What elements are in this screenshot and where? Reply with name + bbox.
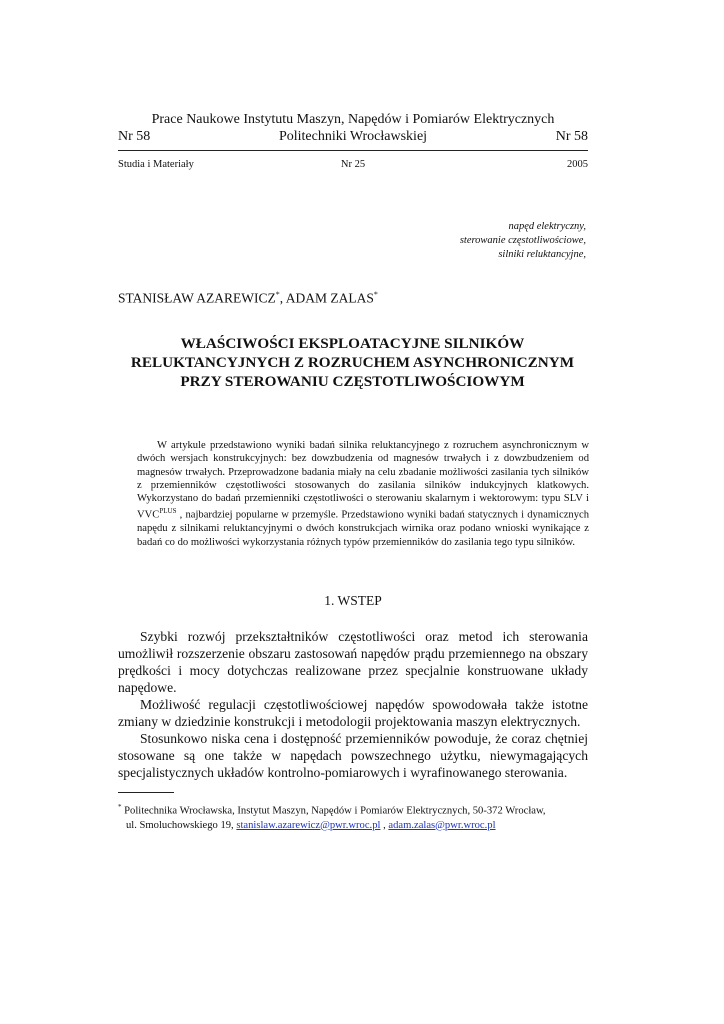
section-heading: 1. WSTEP xyxy=(324,593,382,608)
email-link[interactable]: adam.zalas@pwr.wroc.pl xyxy=(388,819,496,831)
paper-title xyxy=(100,334,605,391)
footnote-line xyxy=(118,800,588,819)
paragraph: Możliwość regulacji częstotliwościowej napędów spowodowała także istotne zmiany w dziedzinie konstrukcji i metodologii projektowania maszyn elektrycznych. xyxy=(118,697,588,729)
abstract-text: W artykule przedstawiono wyniki badań silnika reluktancyjnego z rozruchem asynchronicznym w dwóch wersjach konstrukcyjnych: bez dowzbudzenia od magnesów trwałych i z dowzbudzeniem od magnesów trwałych. Przeprowadzone badania miały na celu zbadanie możliwości zasilania tych silników z przemienników częstotliwości stosowanych do zasilania silników indukcyjnych klatkowych. Wykorzystano do badań przemienniki częstotliwości o sterowaniu skalarnym i wektorowym: typu SLV i VVC xyxy=(137,440,589,522)
keyword: silniki reluktancyjne, xyxy=(498,249,586,260)
affiliation: Politechnika Wrocławska, Instytut Maszyn, Napędów i Pomiarów Elektrycznych, 50-372 Wrocław, xyxy=(121,805,546,817)
abstract xyxy=(137,439,589,549)
right-issue-number: Nr 58 xyxy=(555,129,588,144)
address: ul. Smoluchowskiego 19, xyxy=(126,819,237,831)
footnote-line xyxy=(118,819,588,833)
footnote-divider xyxy=(118,792,174,793)
keywords xyxy=(460,220,586,262)
title-line: RELUKTANCYJNYCH Z ROZRUCHEM ASYNCHRONICZNYM xyxy=(130,354,575,371)
title-line: WŁAŚCIWOŚCI EKSPLOATACYJNE SILNIKÓW xyxy=(180,335,525,352)
keyword: sterowanie częstotliwościowe, xyxy=(459,235,586,246)
paragraph: Szybki rozwój przekształtników częstotliwości oraz metod ich sterowania umożliwił rozszerzenie obszaru zastosowań napędów prądu przemiennego na obszary prędkości i mocy dotychczas realizowane przez specjalnie konstruowane układy napędowe. xyxy=(118,629,588,695)
journal-title: Prace Naukowe Instytutu Maszyn, Napędów i Pomiarów Elektrycznych xyxy=(151,112,555,127)
email-link[interactable]: stanislaw.azarewicz@pwr.wroc.pl xyxy=(236,819,381,831)
institution-name: Politechniki Wrocławskiej xyxy=(278,129,428,144)
abstract-superscript: PLUS xyxy=(159,507,177,516)
keyword: napęd elektryczny, xyxy=(508,221,586,232)
footnote xyxy=(118,800,588,833)
author-separator: , xyxy=(279,290,286,306)
footnote-mark: * xyxy=(275,290,280,299)
author-name: STANISŁAW AZAREWICZ xyxy=(118,290,276,306)
body-text xyxy=(118,628,588,781)
series-issue: Nr 25 xyxy=(340,159,366,170)
header-divider xyxy=(118,150,588,151)
title-line: PRZY STEROWANIU CZĘSTOTLIWOŚCIOWYM xyxy=(180,373,525,390)
footnote-mark: * xyxy=(118,803,122,811)
abstract-text: , najbardziej popularne w przemyśle. Przedstawiono wyniki badań statycznych i dynamicznych napędu z silnikami reluktancyjnymi o dwóch konstrukcjach wirnika oraz podano wnioski wynikające z badań co do możliwości wykorzystania różnych typów przemienników do zasilania tego typu silników. xyxy=(137,510,589,548)
author-name: ADAM ZALAS xyxy=(285,290,374,306)
left-issue-number: Nr 58 xyxy=(118,129,151,144)
authors-line xyxy=(118,290,378,307)
email-separator: , xyxy=(380,819,389,831)
publication-year: 2005 xyxy=(567,159,588,170)
paragraph: Stosunkowo niska cena i dostępność przemienników powoduje, że coraz chętniej stosowane są one także w napędach powszechnego użytku, niewymagających specjalistycznych układów kontrolno-pomiarowych i wyrafinowanego sterowania. xyxy=(118,731,588,780)
footnote-mark: * xyxy=(373,290,378,299)
series-name: Studia i Materiały xyxy=(118,159,194,170)
